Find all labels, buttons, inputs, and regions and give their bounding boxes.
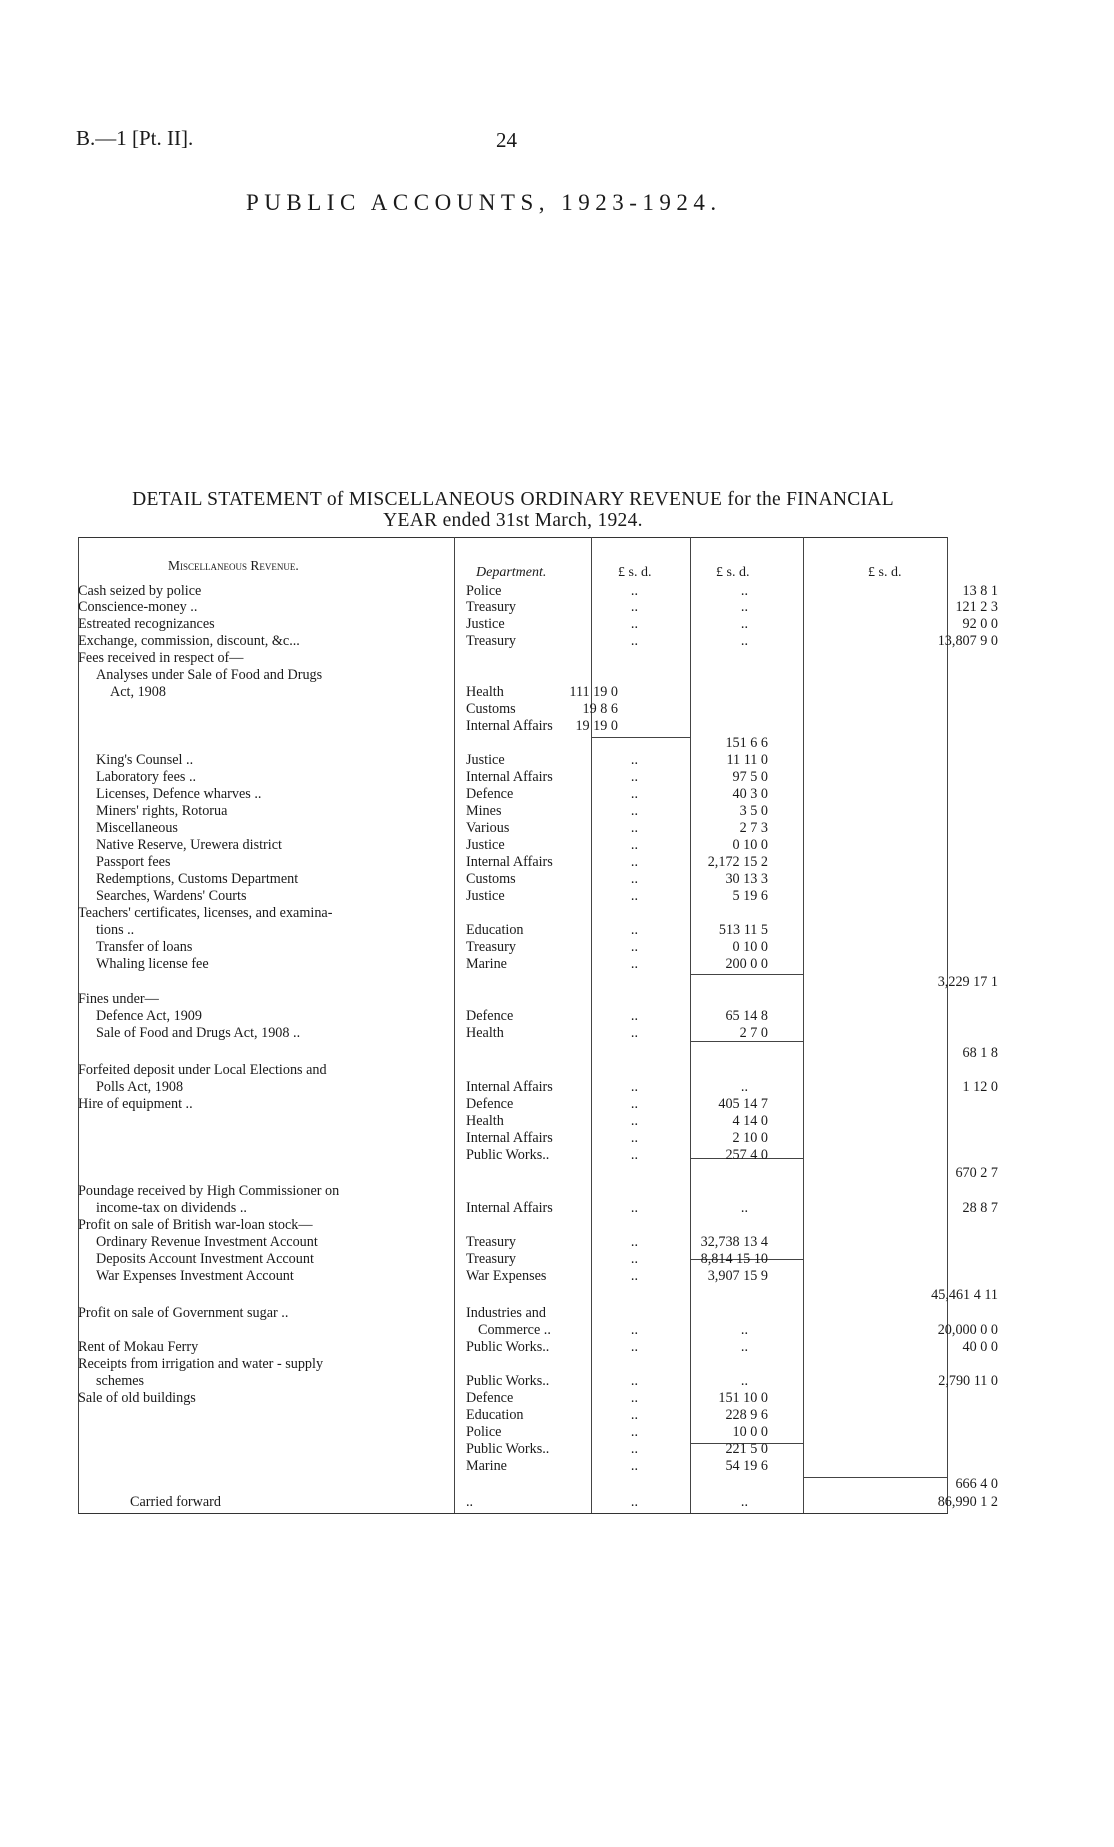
row-department: Marine [466,956,507,972]
column-header-amount3: £ s. d. [868,565,902,580]
row-department: Justice [466,752,505,768]
row-department: Defence [466,1096,514,1112]
row-department: Customs [466,871,516,887]
row-amount-2: .. [740,1494,748,1510]
row-amount-3: 666 4 0 [955,1476,998,1492]
row-amount-2: 54 19 6 [725,1458,768,1474]
row-amount-1: .. [630,1441,638,1457]
row-amount-2: .. [740,1200,748,1216]
table-bottom-rule [78,1513,948,1514]
row-description: Miners' rights, Rotorua [96,803,228,819]
row-amount-3: 86,990 1 2 [937,1494,998,1510]
row-amount-1: .. [630,1096,638,1112]
row-amount-2: 2 7 3 [739,820,768,836]
row-amount-2: 40 3 0 [732,786,768,802]
row-description: Licenses, Defence wharves .. [96,786,262,802]
row-description: Fees received in respect of— [78,650,244,666]
row-amount-1: .. [630,837,638,853]
row-amount-1: .. [630,752,638,768]
table-row [78,905,948,922]
table-row [78,1165,998,1182]
row-department: Defence [466,786,514,802]
statement-heading-line2: YEAR ended 31st March, 1924. [383,510,643,531]
table-row [78,667,948,684]
table-row [78,820,948,837]
row-description: Miscellaneous [96,820,178,836]
table-row [78,650,948,667]
row-department: Public Works.. [466,1339,550,1355]
table-row [78,633,998,650]
row-department: Mines [466,803,502,819]
table-row [78,1441,948,1458]
table-row [78,1025,948,1042]
table-row [78,1183,948,1200]
row-description: Rent of Mokau Ferry [78,1339,199,1355]
row-description: Passport fees [96,854,171,870]
row-description: schemes [96,1373,145,1389]
document-reference: B.—1 [Pt. II]. [76,126,194,150]
table-row [78,1390,948,1407]
row-amount-2: .. [740,599,748,615]
row-amount-3: 670 2 7 [955,1165,998,1181]
row-description: Conscience-money .. [78,599,198,615]
row-description: Native Reserve, Urewera district [96,837,282,853]
table-row [78,1287,998,1304]
table-row [78,752,948,769]
row-amount-1: .. [630,1268,638,1284]
table-top-rule [78,537,948,538]
row-department: Internal Affairs [466,854,553,870]
row-department: Police [466,583,502,599]
table-row [78,922,948,939]
row-department: Public Works.. [466,1373,550,1389]
page-title: PUBLIC ACCOUNTS, 1923-1924. [246,190,722,215]
row-description: Forfeited deposit under Local Elections and [78,1062,327,1078]
table-row [78,854,948,871]
table-row [78,991,948,1008]
row-amount-3: 68 1 8 [962,1045,998,1061]
table-row [78,1268,948,1285]
row-description: Teachers' certificates, licenses, and examina- [78,905,333,921]
table-row [78,786,948,803]
row-amount-1: .. [630,786,638,802]
row-department: Various [466,820,510,836]
row-description: Cash seized by police [78,583,202,599]
row-amount-3: 3,229 17 1 [937,974,998,990]
row-amount-1: .. [630,1079,638,1095]
table-row [78,956,948,973]
row-department: Treasury [466,1251,516,1267]
row-department: Internal Affairs [466,1079,553,1095]
row-amount-2: .. [740,633,748,649]
table-row [78,803,948,820]
row-department: Justice [466,616,505,632]
row-amount-1: .. [630,1424,638,1440]
row-amount-2: 151 10 0 [718,1390,768,1406]
row-amount-1: .. [630,1251,638,1267]
row-amount-2: 10 0 0 [732,1424,768,1440]
row-amount-2: 30 13 3 [725,871,768,887]
table-row [78,888,948,905]
row-department: Health [466,1113,504,1129]
row-amount-1: .. [630,769,638,785]
row-description: Receipts from irrigation and water - supply [78,1356,324,1372]
row-amount-1: .. [630,1113,638,1129]
row-amount-1: .. [630,1234,638,1250]
row-department: Commerce .. [478,1322,551,1338]
row-amount-2: 2,172 15 2 [707,854,768,870]
row-amount-3: 13,807 9 0 [937,633,998,649]
table-row [78,735,948,752]
row-amount-2: 8,814 15 10 [700,1251,768,1267]
row-department: Marine [466,1458,507,1474]
row-department: Customs [466,701,516,717]
row-department: Health [466,1025,504,1041]
row-amount-1: .. [630,820,638,836]
row-department: Treasury [466,599,516,615]
row-description: Redemptions, Customs Department [96,871,299,887]
row-amount-2: 0 10 0 [732,837,768,853]
row-description: Defence Act, 1909 [96,1008,202,1024]
row-amount-1: .. [630,956,638,972]
table-row [78,939,948,956]
row-amount-2: .. [740,1322,748,1338]
table-row [78,1458,948,1475]
row-description: Laboratory fees .. [96,769,197,785]
table-row [78,1494,998,1511]
table-row [78,1113,948,1130]
table-row [78,583,998,600]
row-amount-1: .. [630,1008,638,1024]
row-department: Internal Affairs [466,769,553,785]
column-header-amount2: £ s. d. [716,565,750,580]
revenue-table [78,537,998,1513]
row-amount-1: .. [630,1147,638,1163]
row-amount-2: 221 5 0 [725,1441,768,1457]
row-description: Act, 1908 [110,684,166,700]
table-row [78,1424,948,1441]
table-row [78,769,948,786]
row-amount-2: 3,907 15 9 [707,1268,768,1284]
row-department: Internal Affairs [466,1200,553,1216]
table-row [78,1147,948,1164]
row-amount-1: .. [630,1458,638,1474]
row-department: Treasury [466,939,516,955]
row-amount-1: .. [630,583,638,599]
row-description: Searches, Wardens' Courts [96,888,247,904]
column-header-description: Miscellaneous Revenue. [168,558,299,573]
row-amount-3: 20,000 0 0 [937,1322,998,1338]
row-amount-3: 45,461 4 11 [931,1287,998,1303]
row-amount-2: 228 9 6 [725,1407,768,1423]
column-header-department: Department. [476,565,547,580]
row-description: Analyses under Sale of Food and Drugs [96,667,323,683]
row-amount-1: .. [630,1339,638,1355]
table-row [78,1407,948,1424]
row-description: Transfer of loans [96,939,193,955]
table-row [78,718,948,735]
row-department: Internal Affairs [466,718,553,734]
row-description: Fines under— [78,991,159,1007]
row-amount-2: .. [740,616,748,632]
row-description: Carried forward [130,1494,221,1510]
page-number: 24 [496,128,517,152]
column-header-amount1: £ s. d. [618,565,652,580]
table-row [78,684,948,701]
row-description: Sale of Food and Drugs Act, 1908 .. [96,1025,301,1041]
row-amount-1: .. [630,1373,638,1389]
row-amount-3: 13 8 1 [962,583,998,599]
row-department: Health [466,684,504,700]
row-amount-1: 19 8 6 [582,701,618,717]
row-amount-2: 3 5 0 [739,803,768,819]
table-row [78,616,998,633]
row-amount-2: 4 14 0 [732,1113,768,1129]
row-department: Justice [466,837,505,853]
row-department: Education [466,922,524,938]
table-row [78,1079,998,1096]
row-amount-2: 513 11 5 [718,922,768,938]
row-description: Deposits Account Investment Account [96,1251,314,1267]
row-description: Estreated recognizances [78,616,215,632]
table-row [78,1305,948,1322]
row-description: Profit on sale of British war-loan stock— [78,1217,313,1233]
row-amount-2: 405 14 7 [718,1096,768,1112]
row-description: income-tax on dividends .. [96,1200,247,1216]
row-amount-1: .. [630,616,638,632]
row-department: Public Works.. [466,1147,550,1163]
row-department: War Expenses [466,1268,547,1284]
row-amount-2: 257 4 0 [725,1147,768,1163]
row-amount-1: .. [630,1130,638,1146]
row-amount-2: 2 7 0 [739,1025,768,1041]
row-amount-3: 1 12 0 [962,1079,998,1095]
row-amount-1: .. [630,803,638,819]
row-amount-2: 0 10 0 [732,939,768,955]
row-amount-1: 19 19 0 [575,718,618,734]
table-row [78,1339,998,1356]
table-row [78,1322,998,1339]
row-department: Industries and [466,1305,546,1321]
table-row [78,1217,948,1234]
table-row [78,1130,948,1147]
row-amount-2: 97 5 0 [732,769,768,785]
row-description: tions .. [96,922,135,938]
table-row [78,1096,948,1113]
row-description: Whaling license fee [96,956,209,972]
table-row [78,599,998,616]
row-amount-3: 40 0 0 [962,1339,998,1355]
row-amount-1: .. [630,922,638,938]
table-row [78,1200,998,1217]
row-amount-1: .. [630,1322,638,1338]
row-amount-1: 111 19 0 [569,684,618,700]
row-amount-2: .. [740,583,748,599]
table-row [78,1062,948,1079]
row-amount-1: .. [630,1200,638,1216]
row-amount-1: .. [630,854,638,870]
row-amount-1: .. [630,871,638,887]
row-department: Treasury [466,633,516,649]
row-description: War Expenses Investment Account [96,1268,294,1284]
row-amount-2: 32,738 13 4 [700,1234,768,1250]
row-amount-2: 5 19 6 [732,888,768,904]
table-row [78,1356,948,1373]
row-amount-1: .. [630,1025,638,1041]
row-description: Exchange, commission, discount, &c... [78,633,300,649]
table-row [78,1008,948,1025]
row-amount-2: .. [740,1373,748,1389]
table-row [78,1234,948,1251]
row-department: Police [466,1424,502,1440]
row-amount-1: .. [630,1494,638,1510]
row-amount-2: .. [740,1339,748,1355]
row-department: Public Works.. [466,1441,550,1457]
table-row [78,974,998,991]
row-amount-1: .. [630,599,638,615]
row-description: King's Counsel .. [96,752,194,768]
statement-heading [78,489,948,531]
row-department: .. [466,1494,474,1510]
row-amount-2: 65 14 8 [725,1008,768,1024]
table-row [78,871,948,888]
row-description: Hire of equipment .. [78,1096,193,1112]
row-department: Justice [466,888,505,904]
row-amount-1: .. [630,1390,638,1406]
row-description: Poundage received by High Commissioner on [78,1183,340,1199]
row-amount-1: .. [630,888,638,904]
row-department: Internal Affairs [466,1130,553,1146]
row-amount-1: .. [630,939,638,955]
row-amount-3: 28 8 7 [962,1200,998,1216]
row-amount-2: 2 10 0 [732,1130,768,1146]
row-amount-1: .. [630,1407,638,1423]
row-description: Polls Act, 1908 [96,1079,184,1095]
row-amount-2: 151 6 6 [725,735,768,751]
row-department: Defence [466,1390,514,1406]
row-amount-2: 200 0 0 [725,956,768,972]
row-amount-2: .. [740,1079,748,1095]
row-amount-3: 2,790 11 0 [938,1373,998,1389]
row-department: Education [466,1407,524,1423]
table-row [78,1045,998,1062]
table-row [78,701,948,718]
row-department: Defence [466,1008,514,1024]
table-row [78,1251,948,1268]
table-row [78,1373,998,1390]
row-amount-1: .. [630,633,638,649]
row-amount-3: 92 0 0 [962,616,998,632]
row-description: Sale of old buildings [78,1390,196,1406]
row-amount-2: 11 11 0 [726,752,768,768]
table-row [78,837,948,854]
statement-heading-line1: DETAIL STATEMENT of MISCELLANEOUS ORDINARY REVENUE for the FINANCIAL [132,489,894,510]
row-description: Ordinary Revenue Investment Account [96,1234,318,1250]
row-description: Profit on sale of Government sugar .. [78,1305,289,1321]
row-department: Treasury [466,1234,516,1250]
row-amount-3: 121 2 3 [955,599,998,615]
table-row [78,1476,998,1493]
